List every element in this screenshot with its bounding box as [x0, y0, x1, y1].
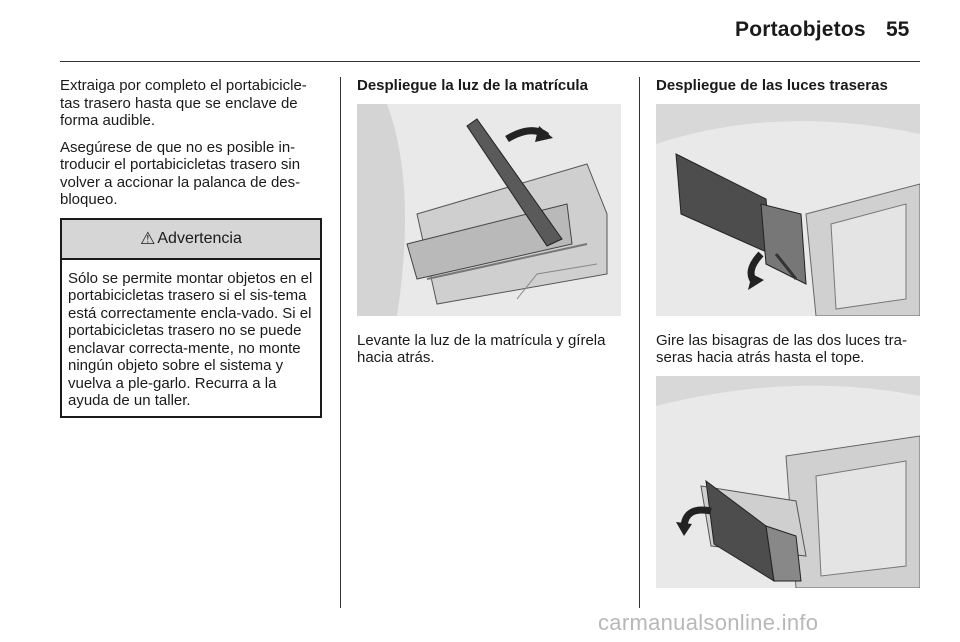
warning-header: [62, 220, 320, 260]
paragraph-extract: Extraiga por completo el portabicicle-tas trasero hasta que se enclave de forma audible.: [60, 77, 307, 129]
watermark: carmanualsonline.info: [598, 610, 819, 635]
column-2: [357, 77, 623, 376]
paragraph-ensure: Asegúrese de que no es posible in-troducir el portabicicletas trasero sin volver a accionar la palanca de des-bloqueo.: [60, 138, 301, 208]
figure-rear-lights-folded: [656, 376, 920, 588]
caption-license-plate-light: Levante la luz de la matrícula y gírela hacia atrás.: [357, 331, 606, 366]
figure-license-plate-light: [357, 104, 621, 316]
warning-triangle-icon: ⚠: [140, 228, 156, 248]
page-title: Portaobjetos: [735, 18, 866, 41]
caption-rear-lights: Gire las bisagras de las dos luces tra-seras hacia atrás hasta el tope.: [656, 331, 907, 366]
column-divider-2: [639, 77, 640, 608]
column-3: [656, 77, 920, 604]
warning-box: [60, 218, 322, 418]
column-divider-1: [340, 77, 341, 608]
warning-text: Sólo se permite montar objetos en el portabicicletas trasero si el sis-tema está correctamente encla-vado. Si el portabicicletas trasero no se puede enclavar correcta-mente, no monte ningún objeto sobre el sistema y vuelva a ple-garlo. Recurra a la ayuda de un taller.: [68, 269, 313, 409]
figure-rear-lights-hinge: [656, 104, 920, 316]
warning-body: [62, 260, 320, 416]
header-divider: [60, 61, 920, 62]
warning-title: Advertencia: [157, 229, 242, 247]
heading-license-plate-light: Despliegue la luz de la matrícula: [357, 77, 588, 94]
page-number: 55: [886, 18, 910, 41]
column-1: [60, 77, 322, 418]
heading-rear-lights: Despliegue de las luces traseras: [656, 77, 888, 94]
